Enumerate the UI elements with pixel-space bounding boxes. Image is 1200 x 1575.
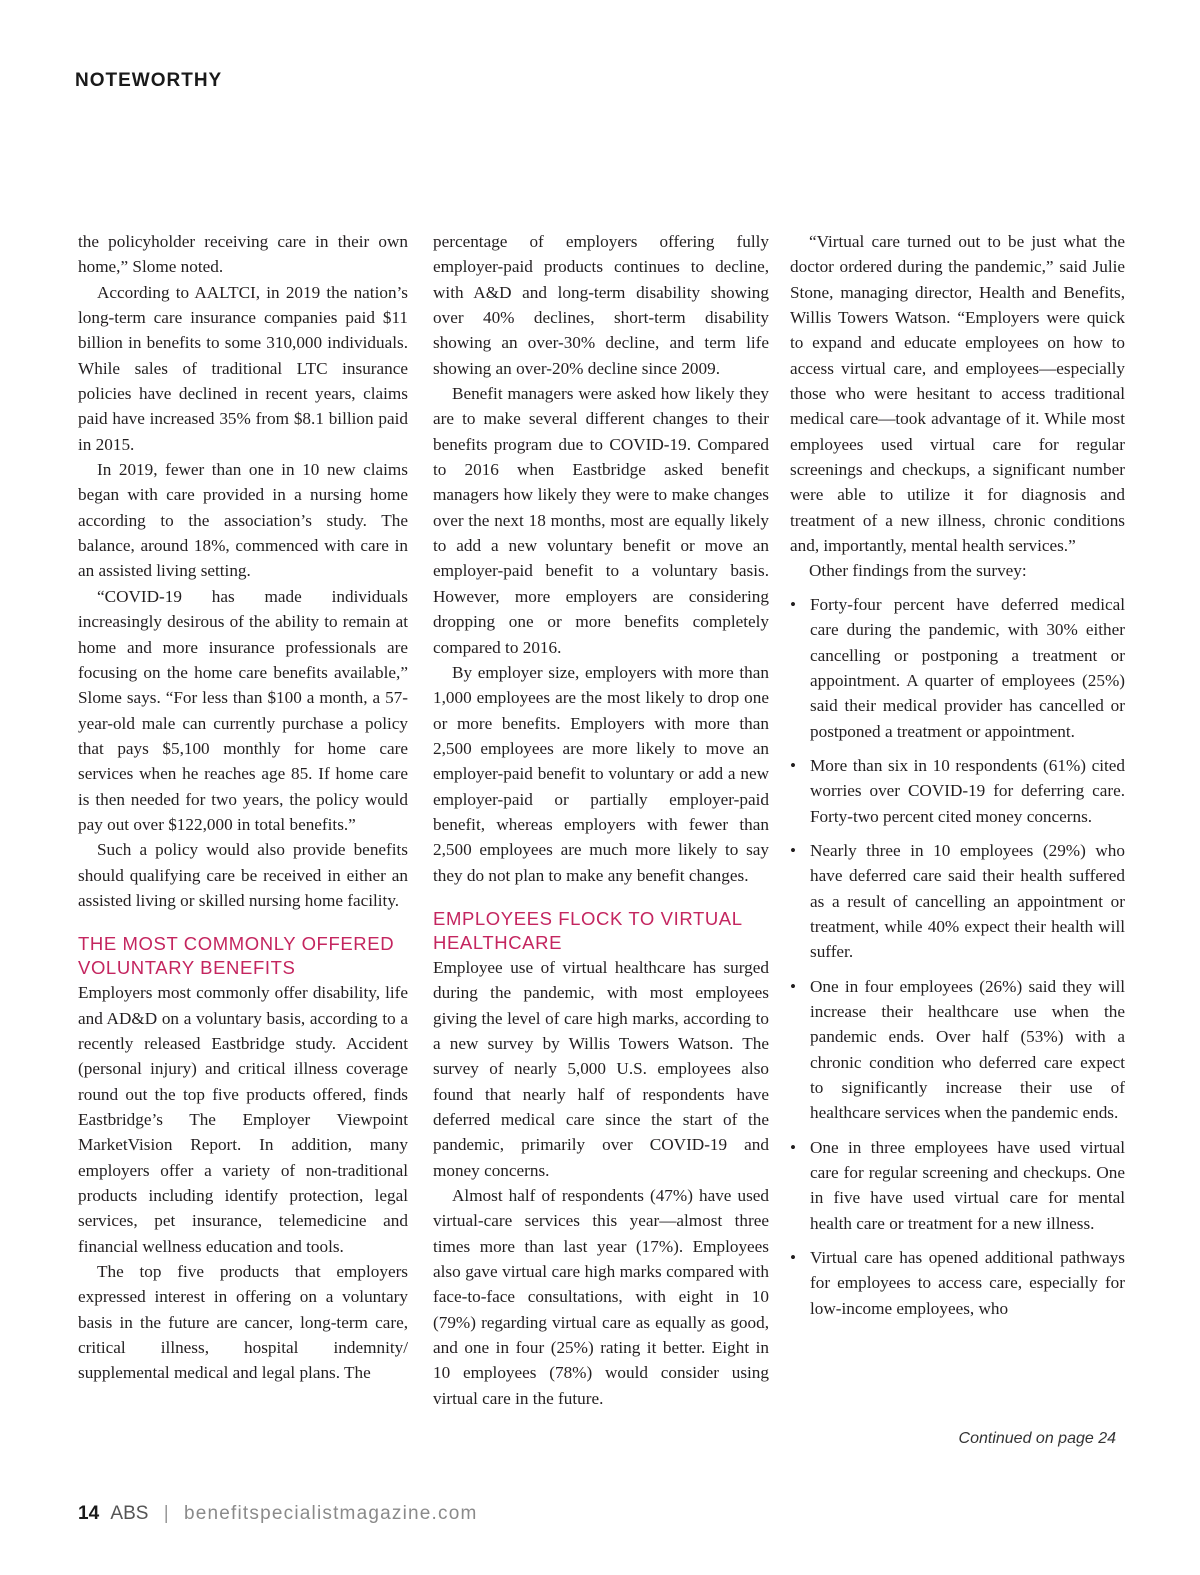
bullet-icon: • [790, 1248, 797, 1268]
section-heading: EMPLOYEES FLOCK TO VIRTUAL HEALTHCARE [433, 907, 742, 953]
continued-note: Continued on page 24 [958, 1430, 1116, 1447]
article-column-3 [790, 229, 1125, 1330]
paragraph: According to AALTCI, in 2019 the nation’s long-term care insurance companies paid $11 billion in benefits to some 310,000 individuals. While sales of traditional LTC insurance policies have declined in recent years, claims paid have increased 35% from $8.1 billion paid in 2015. [78, 282, 408, 454]
bullet-icon: • [790, 840, 797, 860]
paragraph: “Virtual care turned out to be just what the doctor ordered during the pandemic,” said Julie Stone, managing director, Health and Benefits, Willis Towers Watson. “Employers were quick to expand and educate employees on how to access virtual care, and employees—especially those who were hesitant to access traditional medical care—took advantage of it. While most employees used virtual care for regular screenings and checkups, a significant number were able to utilize it for diagnosis and treatment of a new illness, chronic conditions and, importantly, mental health services.” [790, 232, 1125, 556]
article-column-1 [78, 229, 408, 1386]
list-item-text: Nearly three in 10 employees (29%) who have deferred care said their health suffered as a result of cancelling an appointment or treatment, while 40% expect their health will suffer. [810, 840, 1125, 962]
paragraph: Employee use of virtual healthcare has surged during the pandemic, with most employees giving the level of care high marks, according to a new survey by Willis Towers Watson. The survey of nearly 5,000 U.S. employees also found that nearly half of respondents have deferred medical care since the start of the pandemic, primarily over COVID-19 and money concerns. [433, 957, 769, 1180]
paragraph: By employer size, employers with more than 1,000 employees are the most likely to drop one or more benefits. Employers with more than 2,500 employees are more likely to move an employer-paid benefit to voluntary or add a new employer-paid or partially employer-paid benefit, whereas employers with fewer than 2,500 employees are much more likely to say they do not plan to make any benefit changes. [433, 662, 769, 885]
website-link[interactable]: benefitspecialistmagazine.com [183, 1503, 478, 1524]
section-label: NOTEWORTHY [75, 70, 223, 91]
paragraph: “COVID-19 has made individuals increasingly desirous of the ability to remain at home and more insurance professionals are focusing on the home care benefits available,” Slome says. “For less than $100 a month, a 57-year-old male can currently purchase a policy that pays $5,100 monthly for home care services when he reaches age 85. If home care is then needed for two years, the policy would pay out over $122,000 in total benefits.” [78, 586, 408, 834]
paragraph: In 2019, fewer than one in 10 new claims began with care provided in a nursing home according to the association’s study. The balance, around 18%, commenced with care in an assisted living setting. [78, 460, 408, 581]
bullet-icon: • [790, 755, 797, 775]
paragraph: Other findings from the survey: [809, 561, 1027, 581]
paragraph: The top five products that employers expressed interest in offering on a voluntary basis in the future are cancer, long-term care, critical illness, hospital indemnity/ supplemental medical and legal plans. The [78, 1262, 408, 1383]
paragraph: Almost half of respondents (47%) have used virtual-care services this year—almost three times more than last year (17%). Employees also gave virtual care high marks compared with face-to-face consultations, with eight in 10 (79%) regarding virtual care as equally as good, and one in four (25%) rating it better. Eight in 10 employees (78%) would consider using virtual care in the future. [433, 1186, 769, 1408]
list-item-text: More than six in 10 respondents (61%) cited worries over COVID-19 for deferring care. Forty-two percent cited money concerns. [810, 755, 1125, 826]
section-heading: THE MOST COMMONLY OFFERED VOLUNTARY BENEFITS [78, 933, 395, 979]
list-item-text: One in four employees (26%) said they will increase their healthcare use when the pandemic ends. Over half (53%) with a chronic condition who deferred care expect to significantly increase their use of healthcare services when the pandemic ends. [810, 976, 1125, 1123]
bullet-icon: • [790, 976, 797, 996]
page-number: 14 [78, 1503, 100, 1524]
list-item [790, 592, 1125, 744]
list-item-text: Virtual care has opened additional pathways for employees to access care, especially for low-income employees, who [810, 1248, 1125, 1318]
list-item [790, 753, 1125, 829]
list-item [790, 1245, 1125, 1321]
bullet-icon: • [790, 594, 797, 614]
page-footer [78, 1503, 478, 1525]
paragraph: percentage of employers offering fully employer-paid products continues to decline, with A&D and long-term disability showing over 40% declines, short-term disability showing an over-30% decline, and term life showing an over-20% decline since 2009. [433, 232, 769, 378]
findings-list [790, 592, 1125, 1321]
footer-separator: | [163, 1503, 169, 1524]
paragraph: Employers most commonly offer disability, life and AD&D on a voluntary basis, according to a recently released Eastbridge study. Accident (personal injury) and critical illness coverage round out the top five products offered, finds Eastbridge’s The Employer Viewpoint MarketVision Report. In addition, many employers offer a variety of non-traditional products including identify protection, legal services, pet insurance, telemedicine and financial wellness education and tools. [78, 983, 408, 1256]
list-item-text: One in three employees have used virtual care for regular screening and checkups. One in five have used virtual care for mental health care or treatment for a new illness. [810, 1137, 1125, 1233]
article-column-2 [433, 229, 769, 1411]
paragraph: Benefit managers were asked how likely they are to make several different changes to their benefits program due to COVID-19. Compared to 2016 when Eastbridge asked benefit managers how likely they were to make changes over the next 18 months, most are equally likely to add a new voluntary benefit or move an employer-paid benefit to a voluntary basis. However, more employers are considering dropping one or more benefits completely compared to 2016. [433, 384, 769, 657]
paragraph: the policyholder receiving care in their own home,” Slome noted. [78, 232, 408, 277]
list-item [790, 838, 1125, 965]
list-item [790, 1135, 1125, 1236]
list-item [790, 974, 1125, 1126]
list-item-text: Forty-four percent have deferred medical care during the pandemic, with 30% either cancelling or postponing a treatment or appointment. A quarter of employees (25%) said their medical provider has cancelled or postponed a treatment or appointment. [810, 594, 1125, 741]
paragraph: Such a policy would also provide benefits should qualifying care be received in either an assisted living or skilled nursing home facility. [78, 840, 408, 910]
publication-name: ABS [110, 1503, 149, 1524]
bullet-icon: • [790, 1137, 797, 1157]
